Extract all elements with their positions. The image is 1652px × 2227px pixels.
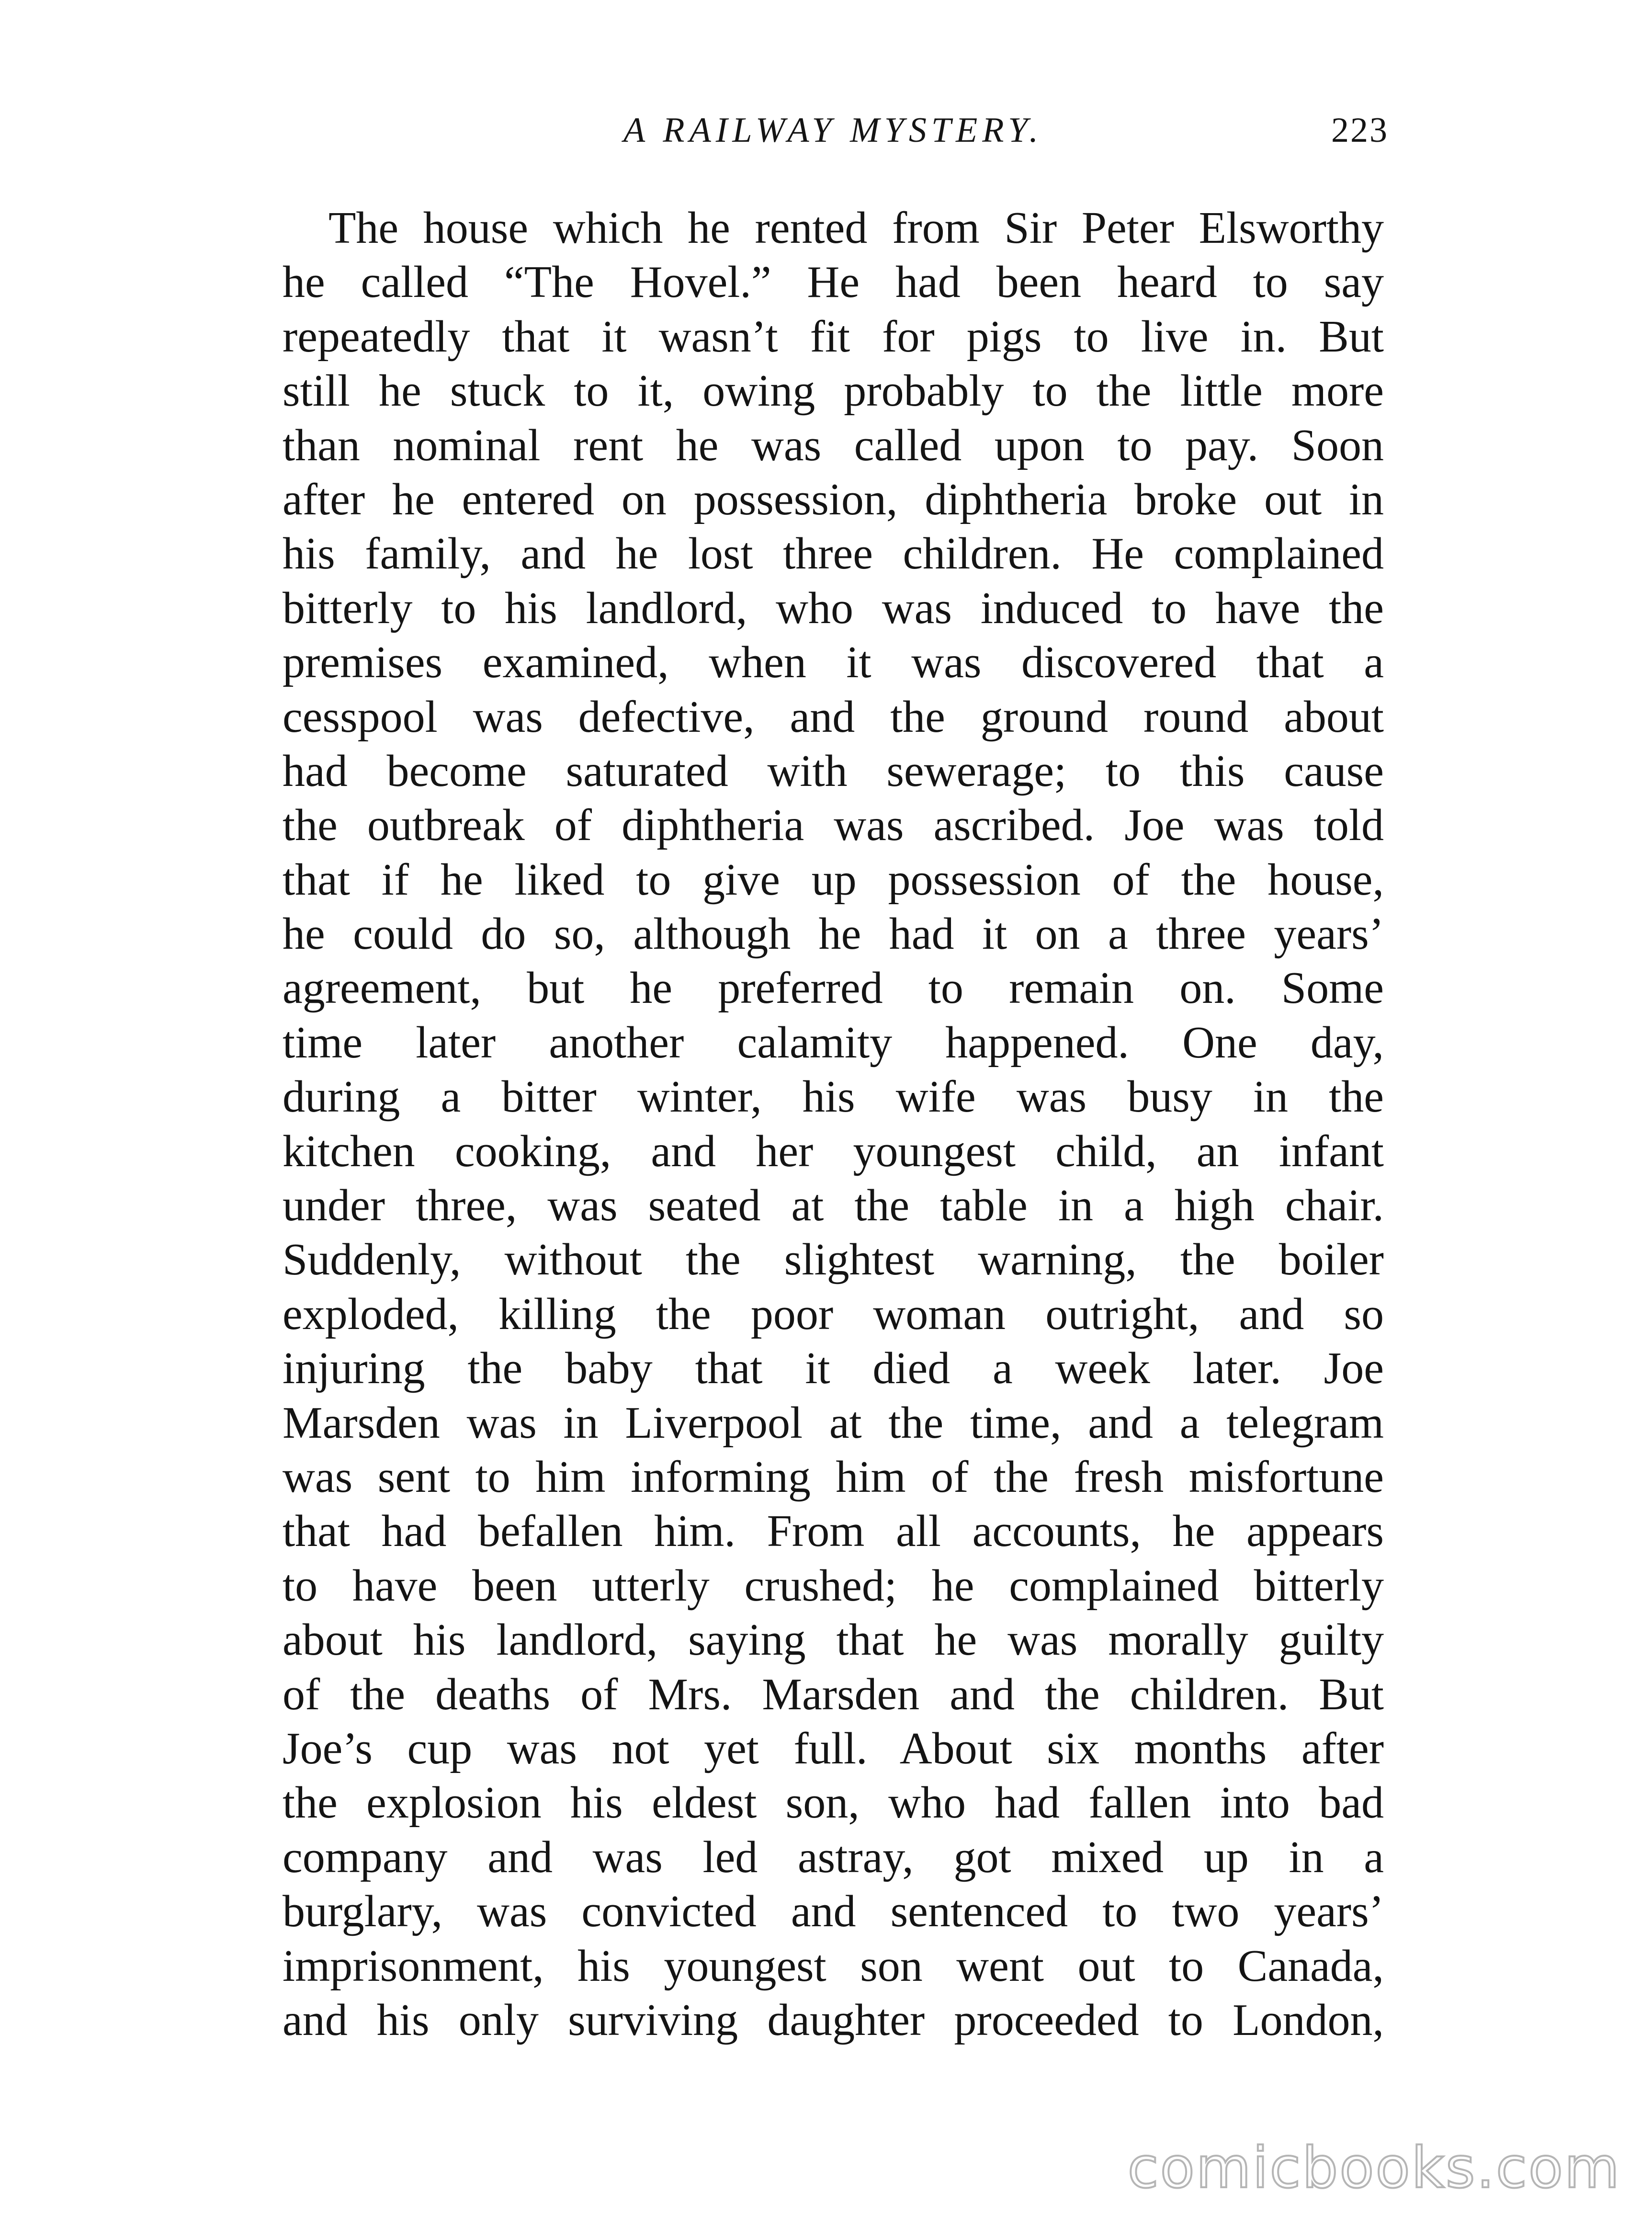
text-line: bitterly to his landlord, who was induced to have the [283,583,1384,633]
text-line: injuring the baby that it died a week later. Joe [283,1343,1384,1394]
text-line: Joe’s cup was not yet full. About six months after [283,1723,1384,1773]
text-line: imprisonment, his youngest son went out to Canada, [283,1941,1384,1991]
text-line: to have been utterly crushed; he complained bitterly [283,1560,1384,1611]
text-line: his family, and he lost three children. He complained [283,529,1384,579]
text-line: Marsden was in Liverpool at the time, and a telegram [283,1398,1384,1448]
text-line: he could do so, although he had it on a three years’ [283,909,1384,959]
text-line: had become saturated with sewerage; to this cause [283,746,1384,796]
text-line: Suddenly, without the slightest warning, the boiler [283,1235,1384,1285]
text-line: about his landlord, saying that he was morally guilty [283,1615,1384,1665]
text-line: kitchen cooking, and her youngest child, an infant [283,1126,1384,1176]
text-line: agreement, but he preferred to remain on. Some [283,963,1384,1013]
page-number: 223 [1331,111,1389,150]
text-line: burglary, was convicted and sentenced to two years’ [283,1886,1384,1937]
text-line: cesspool was defective, and the ground round about [283,692,1384,742]
text-line: after he entered on possession, diphtheria broke out in [283,474,1384,524]
text-line: The house which he rented from Sir Peter Elsworthy [328,203,1384,253]
text-line: than nominal rent he was called upon to pay. Soon [283,420,1384,470]
text-line: still he stuck to it, owing probably to the little more [283,366,1384,416]
text-line: that if he liked to give up possession of the house, [283,854,1384,905]
text-line: the outbreak of diphtheria was ascribed. Joe was told [283,800,1384,851]
watermark: comicbooks.com [1127,2135,1621,2201]
text-line: of the deaths of Mrs. Marsden and the children. But [283,1669,1384,1719]
text-line: premises examined, when it was discovered that a [283,637,1384,688]
text-line: under three, was seated at the table in a high chair. [283,1181,1384,1231]
running-title: A RAILWAY MYSTERY. [623,111,1043,150]
text-line: time later another calamity happened. One day, [283,1017,1384,1068]
text-line: during a bitter winter, his wife was busy in the [283,1072,1384,1122]
body-text [283,201,1384,2047]
text-line: was sent to him informing him of the fresh misfortune [283,1452,1384,1502]
page-header [283,110,1389,168]
text-line: repeatedly that it wasn’t fit for pigs to live in. But [283,311,1384,362]
text-line: company and was led astray, got mixed up in a [283,1832,1384,1882]
text-line: that had befallen him. From all accounts, he appears [283,1506,1384,1557]
text-line: he called “The Hovel.” He had been heard to say [283,257,1384,307]
text-line: exploded, killing the poor woman outright, and so [283,1289,1384,1339]
text-line: the explosion his eldest son, who had fallen into bad [283,1778,1384,1828]
text-line: and his only surviving daughter proceeded to London, [283,1995,1384,2045]
